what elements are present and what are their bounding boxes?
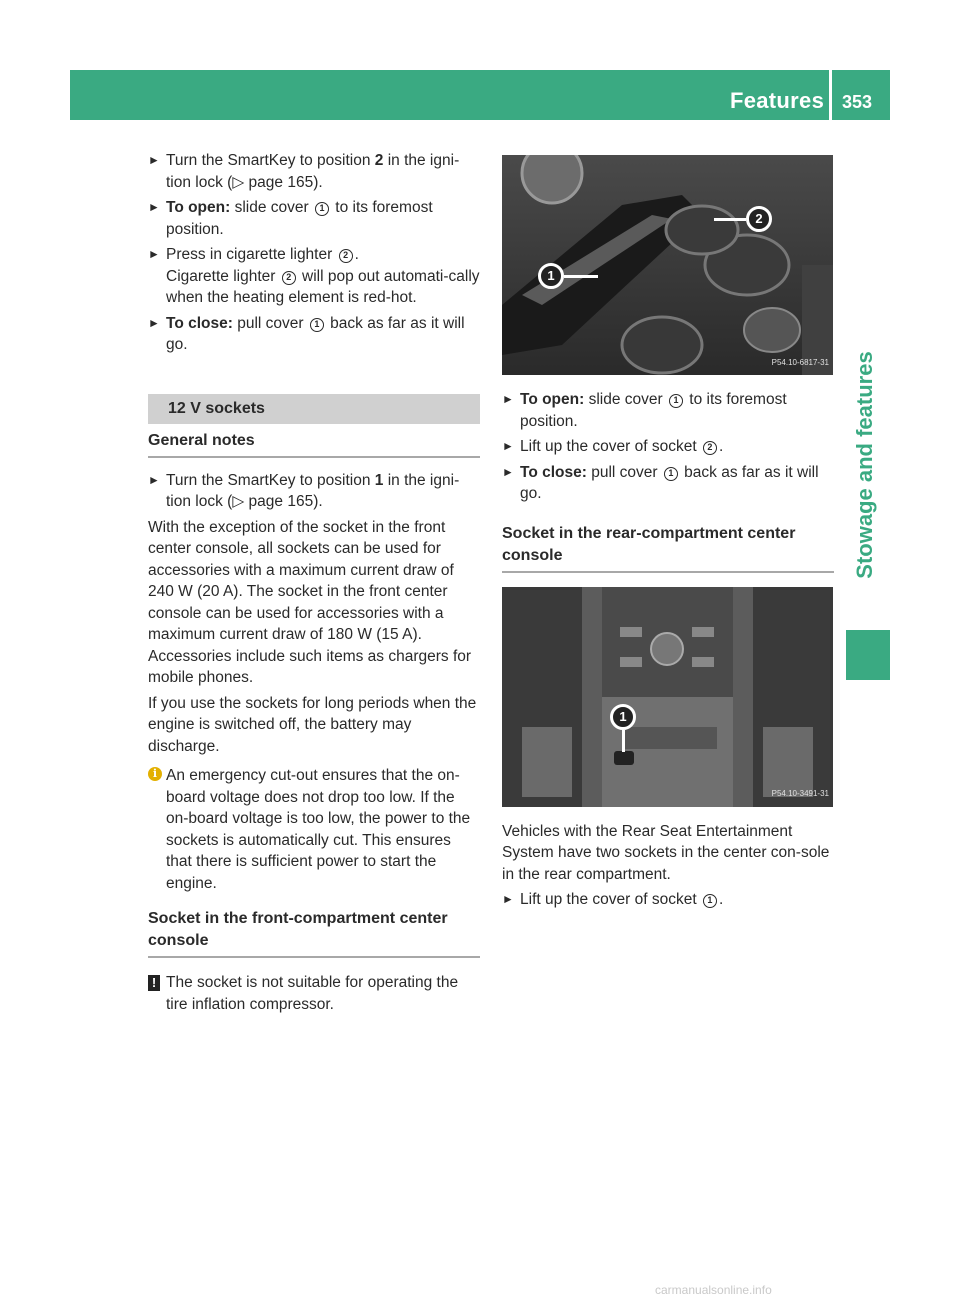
callout-number-icon: 1 [703, 894, 717, 908]
instruction-step: ► Press in cigarette lighter 2 . Cigarette lighter 2 will pop out automati-cally when the heating element is red-hot. [148, 246, 480, 306]
rear-console-photo [502, 587, 833, 807]
step-arrow-icon: ► [148, 200, 160, 214]
step-arrow-icon: ► [502, 464, 514, 479]
body-paragraph: With the exception of the socket in the front center console, all sockets can be used for accessories with a maximum current draw of 240 W (20 A). The socket in the front center console can be used for accessories with a maximum current draw of 180 W (15 A). Accessories include such items as chargers for mobile phones. [148, 518, 472, 686]
instruction-step: ► To open: slide cover 1 to its foremost position. [502, 391, 787, 430]
warning-note: ! The socket is not suitable for operating the tire inflation compressor. [148, 972, 480, 1015]
page-number: 353 [842, 92, 873, 112]
callout-number-icon: 1 [664, 467, 678, 481]
subsection-heading: Socket in the front-compartment center console [148, 908, 480, 958]
instruction-step: ► Turn the SmartKey to position 1 in the igni-tion lock (▷ page 165). [148, 471, 460, 510]
body-paragraph: Vehicles with the Rear Seat Entertainment System have two sockets in the center con-sole in the rear compartment. [502, 822, 830, 883]
instruction-step: ► To open: slide cover 1 to its foremost position. [148, 199, 433, 238]
step-arrow-icon: ► [148, 247, 160, 261]
step-arrow-icon: ► [148, 472, 160, 487]
callout-leader [622, 730, 625, 752]
callout-1: 1 [538, 263, 564, 289]
callout-2: 2 [746, 206, 772, 232]
callout-number-icon: 2 [282, 271, 296, 285]
instruction-step: ► To close: pull cover 1 back as far as it will go. [148, 314, 465, 353]
rear-console-illustration [502, 587, 833, 807]
step-arrow-icon: ► [502, 439, 514, 453]
subsection-heading: General notes [148, 430, 480, 458]
info-note: i An emergency cut-out ensures that the on-board voltage does not drop too low. If the on-board voltage is too low, the power to the sockets is automatically cut. This ensures that there is sufficient power to start the engine. [148, 765, 480, 894]
instruction-step: ► Lift up the cover of socket 2 . [502, 436, 834, 458]
callout-number-icon: 1 [669, 394, 683, 408]
body-paragraph: If you use the sockets for long periods when the engine is switched off, the battery may discharge. [148, 694, 477, 755]
callout-1: 1 [610, 704, 636, 730]
photo-code: P54.10-3491-31 [771, 789, 829, 798]
callout-number-icon: 2 [339, 249, 353, 263]
header-divider [829, 70, 832, 120]
subsection-heading: Socket in the rear-compartment center console [502, 523, 834, 573]
callout-number-icon: 1 [315, 202, 329, 216]
warning-icon: ! [148, 975, 160, 991]
step-arrow-icon: ► [502, 392, 514, 406]
callout-leader [714, 218, 746, 221]
info-icon: i [148, 767, 162, 781]
front-console-photo [502, 155, 833, 375]
side-tab-label: Stowage and features [852, 351, 877, 579]
section-title: 12 V sockets [148, 394, 480, 424]
step-arrow-icon: ► [148, 315, 160, 330]
callout-number-icon: 1 [310, 318, 324, 332]
side-tab-marker [846, 630, 890, 680]
instruction-step: ► Lift up the cover of socket 1 . [502, 889, 834, 911]
step-arrow-icon: ► [148, 153, 160, 167]
step-arrow-icon: ► [502, 892, 514, 906]
callout-leader [564, 275, 598, 278]
left-column [148, 150, 480, 1019]
instruction-step: ► Turn the SmartKey to position 2 in the igni-tion lock (▷ page 165). [148, 152, 460, 191]
right-column [502, 155, 834, 915]
footer-watermark: carmanualsonline.info [655, 1283, 772, 1297]
photo-code: P54.10-6817-31 [771, 357, 829, 367]
chapter-title: Features [730, 88, 825, 113]
callout-number-icon: 2 [703, 441, 717, 455]
instruction-step: ► To close: pull cover 1 back as far as it will go. [502, 463, 819, 502]
